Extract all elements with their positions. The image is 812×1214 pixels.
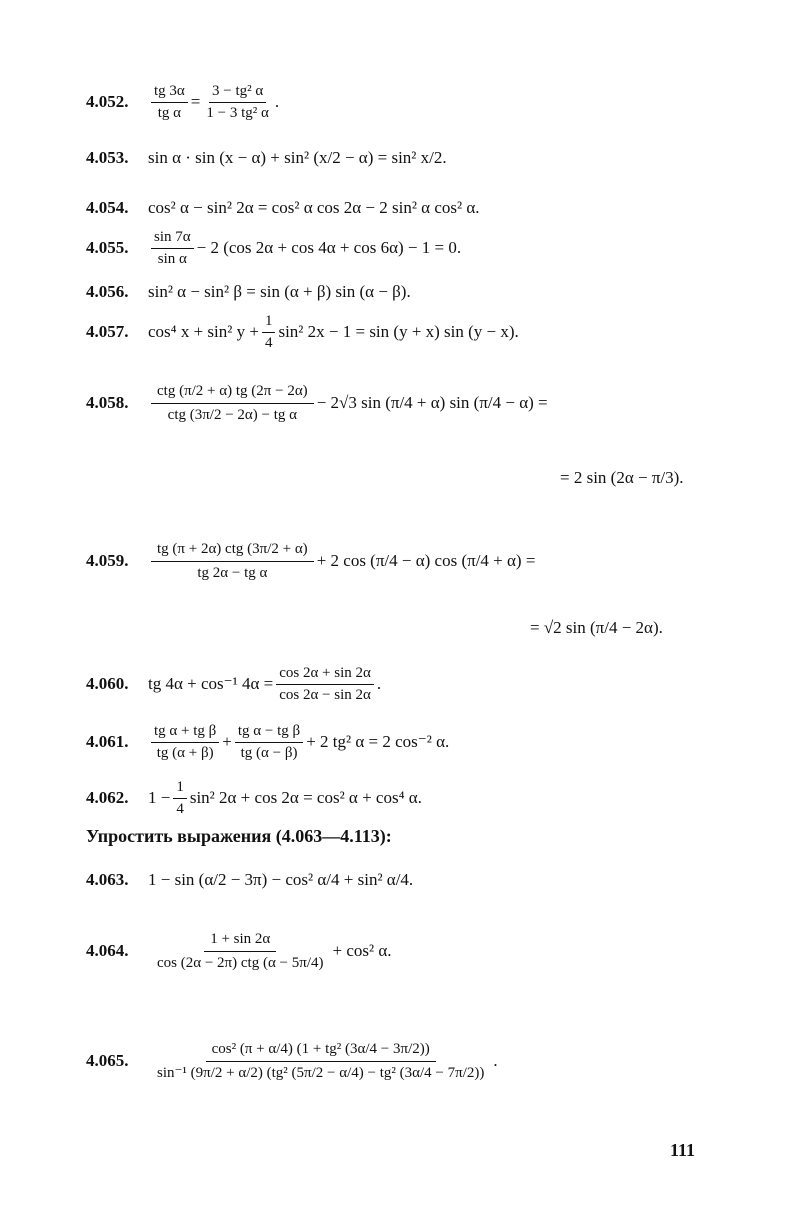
problem-4-052: 4.052. $\frac{tg 3\alpha}{\text{tg α}}$ = $\frac{\text{3 − tg² α}}{\text{1 − 3 tg² α}}$ . — [86, 83, 280, 121]
fraction: $\frac{\cos 2\alpha + \sin 2\alpha}{\cos 2\alpha - \sin 2\alpha}$ — [276, 664, 374, 705]
problem-4-056 — [86, 282, 726, 302]
problem-number: 4.052. — [86, 92, 129, 112]
problem-4-065: 4.065. $\frac{\text{cos² (π + α/4) (1 + tg² (3α/4 − 3π/2))}}{\text{sin⁻¹ (9π/2 + α/2) (tg² (5π/2 − α/4) − tg² (3α/4 − 7π/2))}}$ . — [86, 1038, 726, 1085]
continuation-4-059: = √2 sin (π/4 − 2α). — [530, 618, 663, 637]
problem-number: 4.059. — [86, 551, 129, 571]
fraction: $\frac{tg 3\alpha}{\text{tg α}}$ — [151, 82, 188, 123]
page-number: 111 — [670, 1140, 696, 1160]
problem-number: 4.055. — [86, 238, 129, 258]
problem-number: 4.061. — [86, 732, 129, 752]
fraction: $\frac{\text{cos² (π + α/4) (1 + tg² (3α/4 − 3π/2))}}{\text{sin⁻¹ (9π/2 + α/2) (tg² (5π/2 − α/4) − tg² (3α/4 − 7π/2))}}$ — [151, 1038, 490, 1085]
fraction: $\frac{\sin 7\alpha}{\text{sin α}}$ — [151, 228, 194, 269]
problem-number: 4.057. — [86, 322, 129, 342]
expression: sin² α − sin² β = sin (α + β) sin (α − β). — [148, 282, 411, 301]
problem-4-053 — [86, 148, 726, 168]
fraction: $\frac{\text{tg α + tg β}}{tg (\alpha + \beta)}$ — [151, 722, 219, 763]
fraction: $\frac{\text{ctg (π/2 + α) tg (2π − 2α)}}{\text{ctg (3π/2 − 2α) − tg α}}$ — [151, 380, 314, 427]
fraction: $\frac{\text{3 − tg² α}}{\text{1 − 3 tg² α}}$ — [206, 83, 269, 121]
problem-4-061: 4.061. $\frac{\text{tg α + tg β}}{tg (\alpha + \beta)}$ + $\frac{\text{tg α − tg β}}{tg (\alpha - \beta)}$ + 2 tg² α = 2 cos⁻² α. — [86, 723, 450, 761]
problem-4-057: 4.057. cos⁴ x + sin² y + $\frac{1}{4}$ sin² 2x − 1 = sin (y + x) sin (y − x). — [86, 313, 519, 351]
fraction: $\frac{1}{4}$ — [173, 778, 187, 819]
problem-4-060: 4.060. tg 4α + cos⁻¹ 4α = $\frac{\cos 2\alpha + \sin 2\alpha}{\cos 2\alpha - \sin 2\alpha}$ . — [86, 665, 382, 703]
fraction: $\frac{1 + \sin 2\alpha}{\text{cos (2α − 2π) ctg (α − 5π/4)}}$ — [151, 928, 330, 975]
problem-4-059: 4.059. $\frac{\text{tg (π + 2α) ctg (3π/2 + α)}}{\text{tg 2α − tg α}}$ + 2 cos (π/4 − α) cos (π/4 + α) = — [86, 538, 726, 585]
problem-4-063 — [86, 870, 726, 890]
problem-number: 4.063. — [86, 870, 129, 889]
continuation-4-058: = 2 sin (2α − π/3). — [560, 468, 684, 487]
problem-number: 4.054. — [86, 198, 129, 217]
problem-4-055: 4.055. $\frac{\sin 7\alpha}{\text{sin α}}$ − 2 (cos 2α + cos 4α + cos 6α) − 1 = 0. — [86, 229, 462, 267]
problem-4-054 — [86, 198, 726, 218]
problem-number: 4.060. — [86, 674, 129, 694]
expression: sin α · sin (x − α) + sin² (x/2 − α) = sin² x/2. — [148, 148, 447, 167]
problem-number: 4.065. — [86, 1051, 129, 1071]
fraction: $\frac{\text{tg α − tg β}}{tg (\alpha - \beta)}$ — [235, 722, 303, 763]
problem-number: 4.062. — [86, 788, 129, 808]
section-title: Упростить выражения (4.063—4.113): — [86, 826, 392, 846]
problem-number: 4.056. — [86, 282, 129, 301]
problem-4-058: 4.058. $\frac{\text{ctg (π/2 + α) tg (2π − 2α)}}{\text{ctg (3π/2 − 2α) − tg α}}$ − 2√3 sin (π/4 + α) sin (π/4 − α) = — [86, 380, 726, 427]
fraction: $\frac{1}{4}$ — [262, 312, 276, 353]
expression: cos² α − sin² 2α = cos² α cos 2α − 2 sin² α cos² α. — [148, 198, 480, 217]
problem-number: 4.058. — [86, 393, 129, 413]
problem-number: 4.053. — [86, 148, 129, 167]
problem-4-062: 4.062. 1 − $\frac{1}{4}$ sin² 2α + cos 2α = cos² α + cos⁴ α. — [86, 779, 422, 817]
fraction: $\frac{\text{tg (π + 2α) ctg (3π/2 + α)}}{\text{tg 2α − tg α}}$ — [151, 538, 314, 585]
problem-number: 4.064. — [86, 941, 129, 961]
problem-4-064: 4.064. $\frac{1 + \sin 2\alpha}{\text{cos (2α − 2π) ctg (α − 5π/4)}}$ + cos² α. — [86, 928, 726, 975]
expression: 1 − sin (α/2 − 3π) − cos² α/4 + sin² α/4. — [148, 870, 414, 889]
